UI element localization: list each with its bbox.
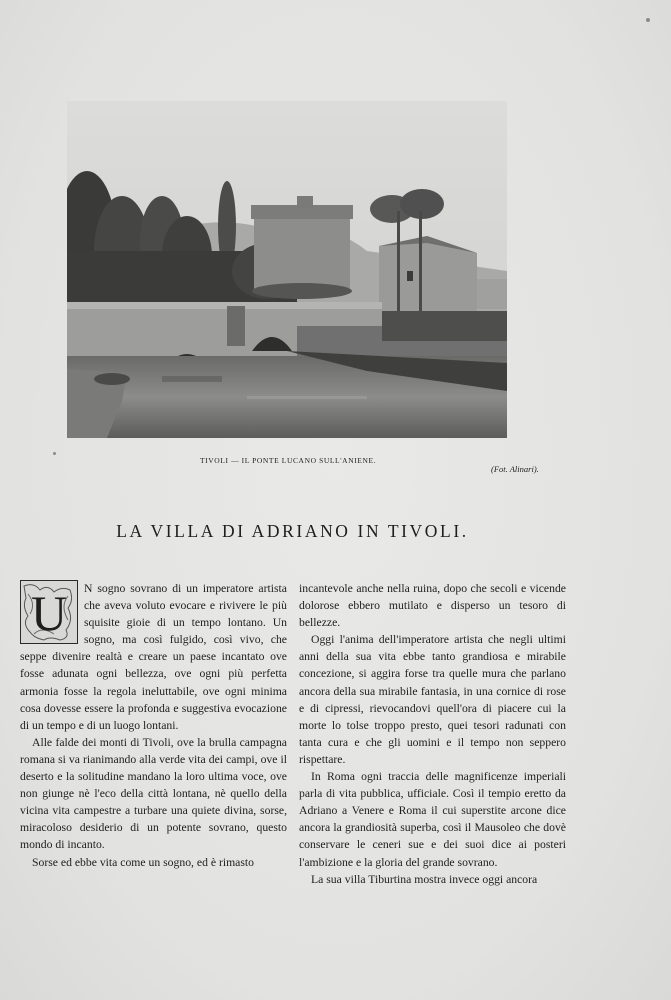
paper-speck	[53, 452, 56, 455]
paragraph: Oggi l'anima dell'imperatore artista che negli ultimi anni della sua vita ebbe tanto grandiosa e mirabile concezione, si aggira forse tra quelle mura che parlano ancora della sua mirabile fantasia, in una cornice di rose e di cipressi, rievocandovi quell'ora di piacere cui la morte lo tolse troppo presto, quei tesori radunati con tanta cura e che gli uomini e il tempo non seppero rispettare.	[299, 633, 566, 766]
right-column	[299, 580, 566, 888]
photograph-ponte-lucano	[67, 101, 507, 438]
paragraph: incantevole anche nella ruina, dopo che secoli e vicende dolorose ebbero mutilato e disperso un tesoro di bellezze.	[299, 582, 566, 630]
photo-caption: TIVOLI — IL PONTE LUCANO SULL'ANIENE.	[200, 456, 377, 465]
drop-cap-letter: U	[30, 585, 68, 641]
ornamental-drop-cap	[20, 580, 78, 644]
paragraph: La sua villa Tiburtina mostra invece oggi ancora	[311, 872, 538, 886]
paragraph: In Roma ogni traccia delle magnificenze imperiali parla di vita pubblica, ufficiale. Così il tempio eretto da Adriano a Venere e Roma il cui superstite arcone dice ancora la grandiosità superba, così il Mausoleo che dovè conservare le ceneri sue e dei suoi dice ai posteri l'ambizione e la gloria del grande sovrano.	[299, 770, 566, 869]
paragraph: N sogno sovrano di un imperatore artista che aveva voluto evocare e rivivere le più squisite gioie di un tempo lontano. Un sogno, ma così fulgido, così vivo, che seppe divenire realtà e creare un paese incantato ove fosse adunata ogni bellezza, ove ogni più perfetta armonia fosse la regola ineluttabile, ove ogni minima cosa dovesse essere la profonda e suggestiva evocazione di un tempo e di un luogo lontani.	[20, 582, 287, 732]
article-title: LA VILLA DI ADRIANO IN TIVOLI.	[116, 521, 469, 541]
paper-speck	[646, 18, 650, 22]
left-column	[20, 580, 287, 871]
paragraph: Sorse ed ebbe vita come un sogno, ed è rimasto	[32, 855, 255, 869]
photo-credit: (Fot. Alinari).	[491, 464, 539, 474]
paragraph: Alle falde dei monti di Tivoli, ove la brulla campagna romana si va rianimando alla verde vita dei campi, ove il deserto e la solitudine mandano la loro ultima voce, ove non giunge nè l'eco della città lontana, nè quello della vicina vita campestre a turbare una quiete divina, sorse, miracoloso desiderio di un potente sovrano, questo mondo di incanto.	[20, 735, 287, 852]
